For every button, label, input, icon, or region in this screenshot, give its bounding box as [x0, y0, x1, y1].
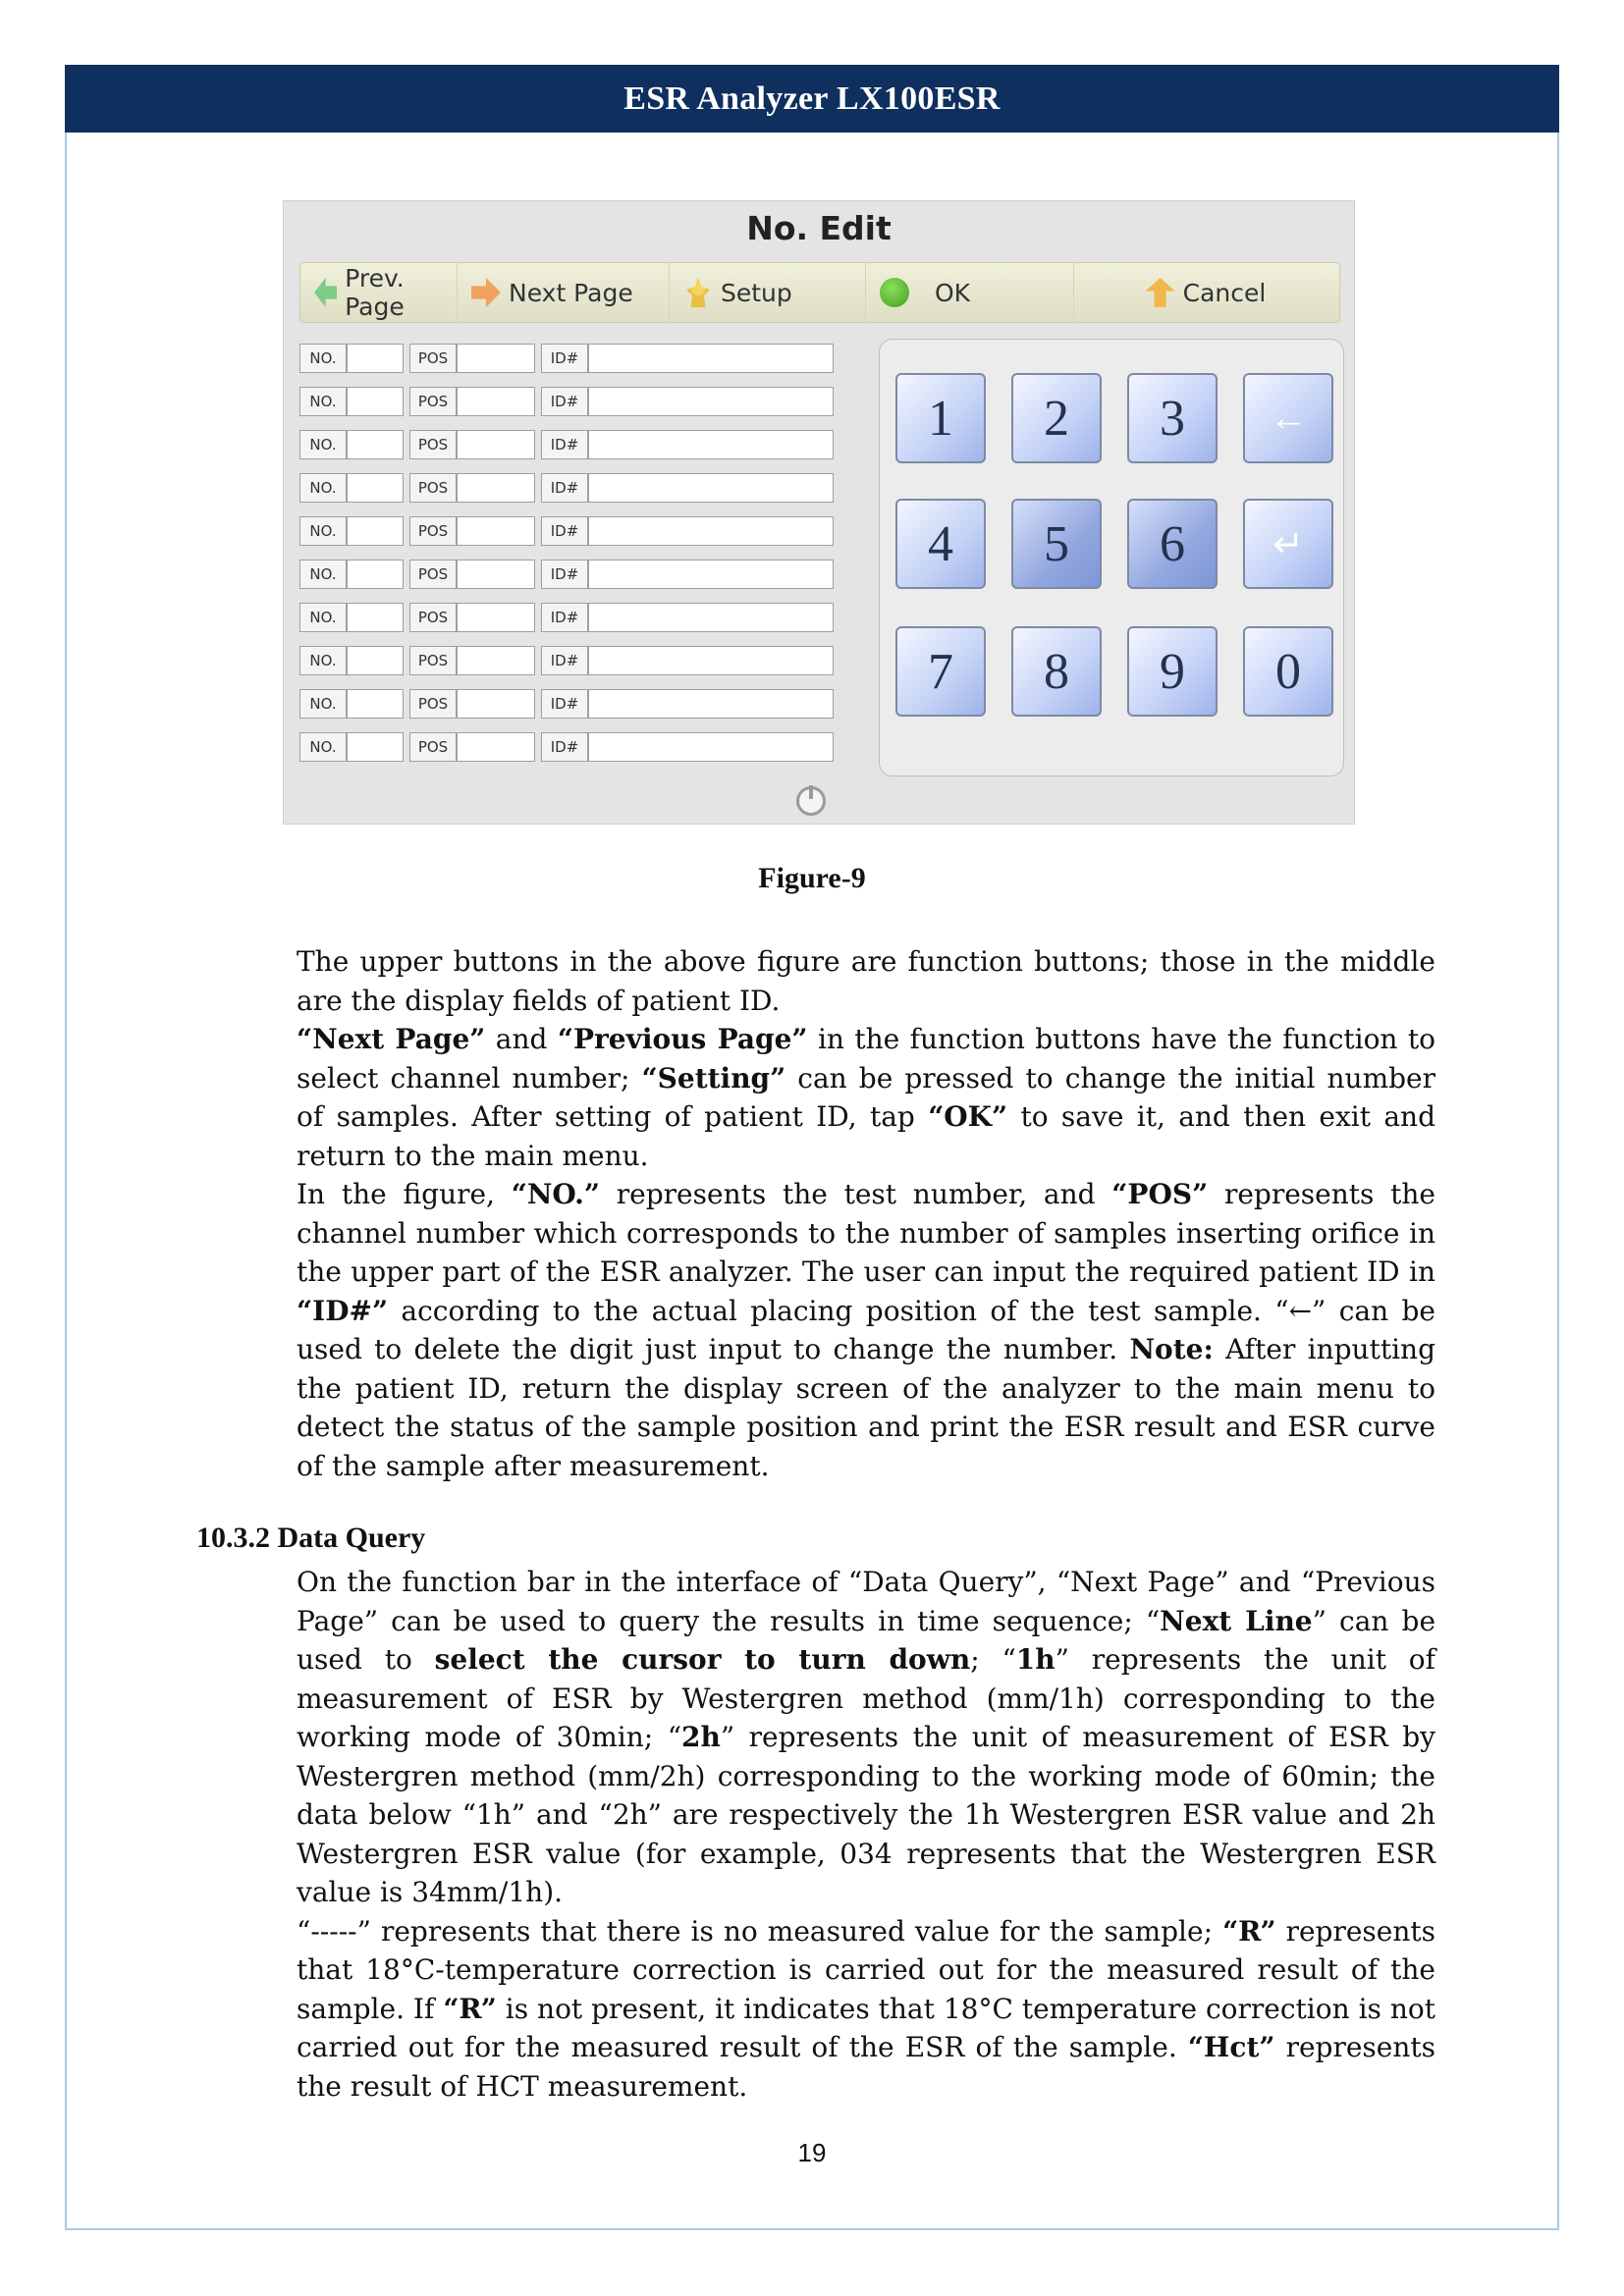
pos-label: POS	[409, 646, 457, 675]
ok-button[interactable]	[866, 263, 1074, 322]
figure-description	[297, 942, 1435, 1485]
pos-label: POS	[409, 732, 457, 762]
no-label: NO.	[299, 646, 347, 675]
no-label: NO.	[299, 344, 347, 373]
pos-field[interactable]	[457, 560, 535, 589]
document-header	[65, 65, 1559, 133]
paragraph-5: “-----” represents that there is no measured value for the sample; “R” represents that 18°C-temperature correction is carried out for the measured result of the sample. If “R” is not present, it indicates that 18°C temperature correction is not carried out for the measured result of the ESR of the sample. “Hct” represents the result of HCT measurement.	[297, 1914, 1436, 2103]
pos-field[interactable]	[457, 387, 535, 416]
key-4[interactable]: 4	[895, 499, 986, 589]
no-field[interactable]	[347, 344, 404, 373]
next-page-label: Next Page	[509, 278, 633, 307]
figure-caption: Figure-9	[758, 862, 866, 894]
pos-label: POS	[409, 560, 457, 589]
paragraph-4: On the function bar in the interface of “Data Query”, “Next Page” and “Previous Page” can be used to query the results in time sequence; “Next Line” can be used to select the cursor to turn down; “1h” represents the unit of measurement of ESR by Westergren method (mm/1h) corresponding to the working mode of 30min; “2h” represents the unit of measurement of ESR by Westergren method (mm/2h) corresponding to the working mode of 60min; the data below “1h” and “2h” are respectively the 1h Westergren ESR value and 2h Westergren ESR value (for example, 034 represents that the Westergren ESR value is 34mm/1h).	[297, 1566, 1436, 1908]
patient-id-field[interactable]	[588, 689, 834, 719]
enter-key[interactable]: ↵	[1243, 499, 1333, 589]
no-label: NO.	[299, 516, 347, 546]
no-label: NO.	[299, 387, 347, 416]
no-field[interactable]	[347, 516, 404, 546]
patient-id-field[interactable]	[588, 430, 834, 459]
patient-id-row	[294, 639, 883, 682]
ok-label: OK	[935, 278, 971, 307]
key-1[interactable]: 1	[895, 373, 986, 463]
pos-label: POS	[409, 689, 457, 719]
paragraph-2: “Next Page” and “Previous Page” in the function buttons have the function to select channel number; “Setting” can be pressed to change the initial number of samples. After setting of patient ID, tap “OK” to save it, and then exit and return to the main menu.	[297, 1023, 1436, 1172]
no-field[interactable]	[347, 603, 404, 632]
id-label: ID#	[541, 516, 588, 546]
key-7[interactable]: 7	[895, 626, 986, 717]
patient-id-field[interactable]	[588, 603, 834, 632]
no-label: NO.	[299, 430, 347, 459]
pos-field[interactable]	[457, 344, 535, 373]
pos-field[interactable]	[457, 430, 535, 459]
no-field[interactable]	[347, 646, 404, 675]
key-5[interactable]: 5	[1011, 499, 1102, 589]
pos-label: POS	[409, 430, 457, 459]
prev-page-label: Prev. Page	[345, 264, 405, 321]
paragraph-3: In the figure, “NO.” represents the test number, and “POS” represents the channel number which corresponds to the number of samples inserting orifice in the upper part of the ESR analyzer. The user can input the required patient ID in “ID#” according to the actual placing position of the test sample. “←” can be used to delete the digit just input to change the number. Note: After inputting the patient ID, return the display screen of the analyzer to the main menu to detect the status of the sample position and print the ESR result and ESR curve of the sample after measurement.	[297, 1178, 1435, 1482]
patient-id-field[interactable]	[588, 516, 834, 546]
key-8[interactable]: 8	[1011, 626, 1102, 717]
no-field[interactable]	[347, 387, 404, 416]
page-number: 19	[797, 2138, 827, 2167]
cancel-label: Cancel	[1182, 278, 1267, 307]
pos-label: POS	[409, 473, 457, 503]
key-3[interactable]: 3	[1127, 373, 1218, 463]
no-field[interactable]	[347, 473, 404, 503]
backspace-key[interactable]: ←	[1243, 373, 1333, 463]
patient-id-row	[294, 596, 883, 639]
no-label: NO.	[299, 732, 347, 762]
id-label: ID#	[541, 473, 588, 503]
data-query-description	[297, 1563, 1435, 2106]
no-label: NO.	[299, 689, 347, 719]
no-label: NO.	[299, 603, 347, 632]
pos-field[interactable]	[457, 516, 535, 546]
no-field[interactable]	[347, 560, 404, 589]
patient-id-row	[294, 509, 883, 553]
patient-id-field[interactable]	[588, 560, 834, 589]
pos-field[interactable]	[457, 732, 535, 762]
paragraph-1: The upper buttons in the above figure are function buttons; those in the middle are the display fields of patient ID.	[297, 945, 1435, 1017]
next-page-button[interactable]	[458, 263, 670, 322]
section-heading: 10.3.2 Data Query	[196, 1522, 426, 1554]
ok-circle-icon	[880, 278, 909, 307]
function-toolbar	[299, 262, 1340, 323]
pos-label: POS	[409, 603, 457, 632]
pos-field[interactable]	[457, 689, 535, 719]
patient-id-row	[294, 337, 883, 380]
patient-id-row	[294, 725, 883, 769]
patient-id-row	[294, 682, 883, 725]
no-field[interactable]	[347, 732, 404, 762]
right-arrow-icon	[471, 278, 501, 307]
pos-label: POS	[409, 344, 457, 373]
screen-title: No. Edit	[746, 209, 892, 247]
key-6[interactable]: 6	[1127, 499, 1218, 589]
patient-id-row	[294, 553, 883, 596]
patient-id-field[interactable]	[588, 646, 834, 675]
key-0[interactable]: 0	[1243, 626, 1333, 717]
id-label: ID#	[541, 732, 588, 762]
patient-id-field[interactable]	[588, 387, 834, 416]
id-label: ID#	[541, 646, 588, 675]
power-icon[interactable]	[796, 786, 826, 816]
numeric-keypad	[879, 339, 1344, 776]
key-2[interactable]: 2	[1011, 373, 1102, 463]
document-title: ESR Analyzer LX100ESR	[623, 80, 1001, 117]
no-label: NO.	[299, 473, 347, 503]
id-label: ID#	[541, 603, 588, 632]
id-label: ID#	[541, 387, 588, 416]
left-arrow-icon	[314, 278, 337, 307]
patient-id-row	[294, 466, 883, 509]
id-label: ID#	[541, 344, 588, 373]
id-label: ID#	[541, 430, 588, 459]
key-9[interactable]: 9	[1127, 626, 1218, 717]
pos-label: POS	[409, 516, 457, 546]
pos-field[interactable]	[457, 603, 535, 632]
up-arrow-icon	[1146, 278, 1175, 307]
patient-id-field[interactable]	[588, 473, 834, 503]
patient-id-field[interactable]	[588, 344, 834, 373]
figure-no-edit-screen	[283, 200, 1355, 825]
prev-page-button[interactable]	[300, 263, 458, 322]
cancel-button[interactable]	[1074, 263, 1337, 322]
setup-label: Setup	[721, 278, 792, 307]
no-field[interactable]	[347, 689, 404, 719]
id-label: ID#	[541, 560, 588, 589]
patient-id-row	[294, 380, 883, 423]
patient-id-field[interactable]	[588, 732, 834, 762]
no-field[interactable]	[347, 430, 404, 459]
patient-id-row	[294, 423, 883, 466]
pos-field[interactable]	[457, 646, 535, 675]
setup-icon	[683, 278, 713, 307]
setup-button[interactable]	[670, 263, 866, 322]
pos-label: POS	[409, 387, 457, 416]
id-label: ID#	[541, 689, 588, 719]
pos-field[interactable]	[457, 473, 535, 503]
no-label: NO.	[299, 560, 347, 589]
patient-id-rows	[294, 337, 883, 769]
